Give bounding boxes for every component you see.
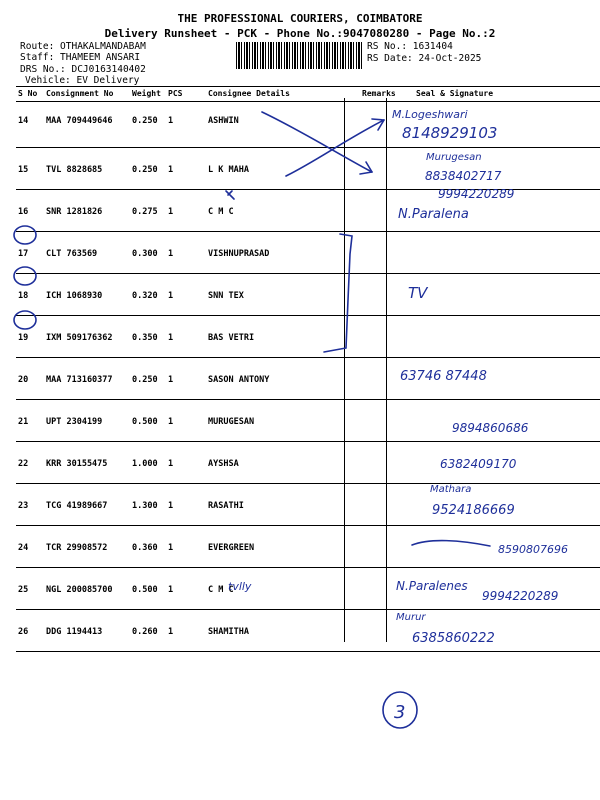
cell-pcs: 1 [166, 190, 206, 232]
cell-pcs: 1 [166, 148, 206, 190]
cell-consignment: DDG 1194413 [44, 610, 130, 652]
cell-remarks [360, 190, 402, 232]
cell-weight: 0.360 [130, 526, 166, 568]
hw-r25-note: tvlly [228, 580, 252, 593]
cell-consignment: TCG 41989667 [44, 484, 130, 526]
cell-pcs: 1 [166, 358, 206, 400]
cell-sno: 16 [16, 190, 44, 232]
cell-consignment: NGL 200085700 [44, 568, 130, 610]
cell-consignee: RASATHI [206, 484, 360, 526]
cell-remarks [360, 484, 402, 526]
hw-r26-phone: 6385860222 [412, 631, 495, 646]
cell-pcs: 1 [166, 442, 206, 484]
col-weight: Weight [130, 87, 166, 102]
cell-consignee: SASON ANTONY [206, 358, 360, 400]
table-row [16, 484, 600, 526]
cell-remarks [360, 316, 402, 358]
table-row [16, 232, 600, 274]
col-sno: S No [16, 87, 44, 102]
table-row [16, 274, 600, 316]
remarks-divider-right [386, 98, 387, 642]
table-row [16, 102, 600, 148]
cell-consignment: UPT 2304199 [44, 400, 130, 442]
col-consignment: Consignment No [44, 87, 130, 102]
cell-consignment: MAA 713160377 [44, 358, 130, 400]
table-row [16, 442, 600, 484]
cell-weight: 0.260 [130, 610, 166, 652]
cell-pcs: 1 [166, 400, 206, 442]
cell-consignment: KRR 30155475 [44, 442, 130, 484]
cell-consignment: MAA 709449646 [44, 102, 130, 148]
hw-r14-phone: 8148929103 [402, 124, 498, 142]
cell-consignment: TVL 8828685 [44, 148, 130, 190]
cell-remarks [360, 568, 402, 610]
cell-remarks [360, 274, 402, 316]
cell-pcs: 1 [166, 526, 206, 568]
hw-r20-sign: 63746 87448 [400, 369, 487, 384]
table-row [16, 148, 600, 190]
cell-signature [402, 316, 600, 358]
cell-weight: 1.000 [130, 442, 166, 484]
hw-r21-phone: 9894860686 [452, 421, 529, 435]
cell-remarks [360, 610, 402, 652]
cell-sno: 22 [16, 442, 44, 484]
hw-r25-sign: N.Paralenes [396, 579, 468, 593]
cell-pcs: 1 [166, 610, 206, 652]
hw-r16-phone: 9994220289 [438, 187, 515, 201]
cell-consignee: VISHNUPRASAD [206, 232, 360, 274]
cell-consignee: BAS VETRI [206, 316, 360, 358]
col-consignee: Consignee Details [206, 87, 360, 102]
barcode [236, 42, 364, 69]
hw-r18-note: TV [408, 284, 428, 302]
cell-remarks [360, 400, 402, 442]
cell-sno: 20 [16, 358, 44, 400]
cell-sno: 15 [16, 148, 44, 190]
cell-sno: 18 [16, 274, 44, 316]
cell-pcs: 1 [166, 484, 206, 526]
cell-pcs: 1 [166, 274, 206, 316]
cell-signature [402, 568, 600, 610]
cell-pcs: 1 [166, 316, 206, 358]
hw-r14-name: M.Logeshwari [392, 108, 468, 121]
hw-r23-name: Mathara [430, 484, 472, 495]
cell-remarks [360, 358, 402, 400]
cell-consignee: SHAMITHA [206, 610, 360, 652]
hw-r25-phone: 9994220289 [482, 589, 559, 603]
cell-sno: 24 [16, 526, 44, 568]
hw-r15-name: Murugesan [426, 152, 482, 163]
cell-weight: 0.500 [130, 568, 166, 610]
cell-remarks [360, 526, 402, 568]
cell-consignee: AYSHSA [206, 442, 360, 484]
cell-signature [402, 526, 600, 568]
cell-weight: 0.500 [130, 400, 166, 442]
cell-weight: 0.250 [130, 148, 166, 190]
cell-signature [402, 190, 600, 232]
col-signature: Seal & Signature [402, 87, 600, 102]
cell-weight: 0.350 [130, 316, 166, 358]
cell-sno: 25 [16, 568, 44, 610]
runsheet-title: Delivery Runsheet - PCK - Phone No.:9047080280 - Page No.:2 [104, 27, 496, 40]
runsheet-table [16, 86, 600, 652]
col-pcs: PCS [166, 87, 206, 102]
cell-sno: 23 [16, 484, 44, 526]
cell-remarks [360, 232, 402, 274]
table-row [16, 400, 600, 442]
rs-number: RS No.: 1631404 [367, 41, 453, 52]
cell-remarks [360, 442, 402, 484]
route-label: Route: OTHAKALMANDABAM [20, 41, 146, 52]
cell-signature [402, 358, 600, 400]
cell-weight: 0.300 [130, 232, 166, 274]
table-row [16, 526, 600, 568]
col-remarks: Remarks [360, 87, 402, 102]
cell-sno: 26 [16, 610, 44, 652]
cell-remarks [360, 102, 402, 148]
table-row [16, 610, 600, 652]
hw-r26-name: Murur [396, 612, 426, 623]
cell-sno: 17 [16, 232, 44, 274]
cell-weight: 0.250 [130, 358, 166, 400]
cell-consignee: EVERGREEN [206, 526, 360, 568]
cell-consignee: L K MAHA [206, 148, 360, 190]
cell-pcs: 1 [166, 568, 206, 610]
drs-number: DRS No.: DCJ0163140402 [20, 64, 146, 75]
cell-remarks [360, 148, 402, 190]
cell-weight: 1.300 [130, 484, 166, 526]
table-row [16, 316, 600, 358]
cell-consignee: C M C [206, 568, 360, 610]
cell-consignment: IXM 509176362 [44, 316, 130, 358]
cell-consignment: TCR 29908572 [44, 526, 130, 568]
hw-r23-phone: 9524186669 [432, 503, 515, 518]
cell-signature [402, 442, 600, 484]
hw-r16-sign: N.Paralena [398, 207, 469, 222]
hw-page-count: 3 [394, 702, 406, 723]
cell-signature [402, 148, 600, 190]
cell-weight: 0.250 [130, 102, 166, 148]
vehicle-label: Vehicle: EV Delivery [25, 75, 140, 86]
cell-signature [402, 484, 600, 526]
cell-consignee: ASHWIN [206, 102, 360, 148]
cell-weight: 0.320 [130, 274, 166, 316]
cell-consignee: MURUGESAN [206, 400, 360, 442]
cell-consignment: CLT 763569 [44, 232, 130, 274]
hw-r22-phone: 6382409170 [440, 457, 517, 471]
table-row [16, 358, 600, 400]
cell-signature [402, 610, 600, 652]
remarks-divider-left [344, 98, 345, 642]
table-row [16, 190, 600, 232]
hw-r15-phone: 8838402717 [425, 169, 502, 183]
staff-label: Staff: THAMEEM ANSARI [20, 52, 141, 63]
rs-date: RS Date: 24-Oct-2025 [367, 53, 482, 64]
cell-consignee: C M C [206, 190, 360, 232]
cell-sno: 14 [16, 102, 44, 148]
cell-pcs: 1 [166, 232, 206, 274]
cell-sno: 21 [16, 400, 44, 442]
cell-signature [402, 232, 600, 274]
hw-r24-phone: 8590807696 [498, 543, 568, 556]
company-name: THE PROFESSIONAL COURIERS, COIMBATORE [177, 12, 423, 25]
cell-consignee: SNN TEX [206, 274, 360, 316]
cell-signature [402, 274, 600, 316]
table-header-row [16, 87, 600, 102]
cell-consignment: SNR 1281826 [44, 190, 130, 232]
cell-signature [402, 400, 600, 442]
cell-pcs: 1 [166, 102, 206, 148]
cell-signature [402, 102, 600, 148]
cell-consignment: ICH 1068930 [44, 274, 130, 316]
cell-sno: 19 [16, 316, 44, 358]
cell-weight: 0.275 [130, 190, 166, 232]
table-row [16, 568, 600, 610]
circle-mark [383, 692, 417, 728]
